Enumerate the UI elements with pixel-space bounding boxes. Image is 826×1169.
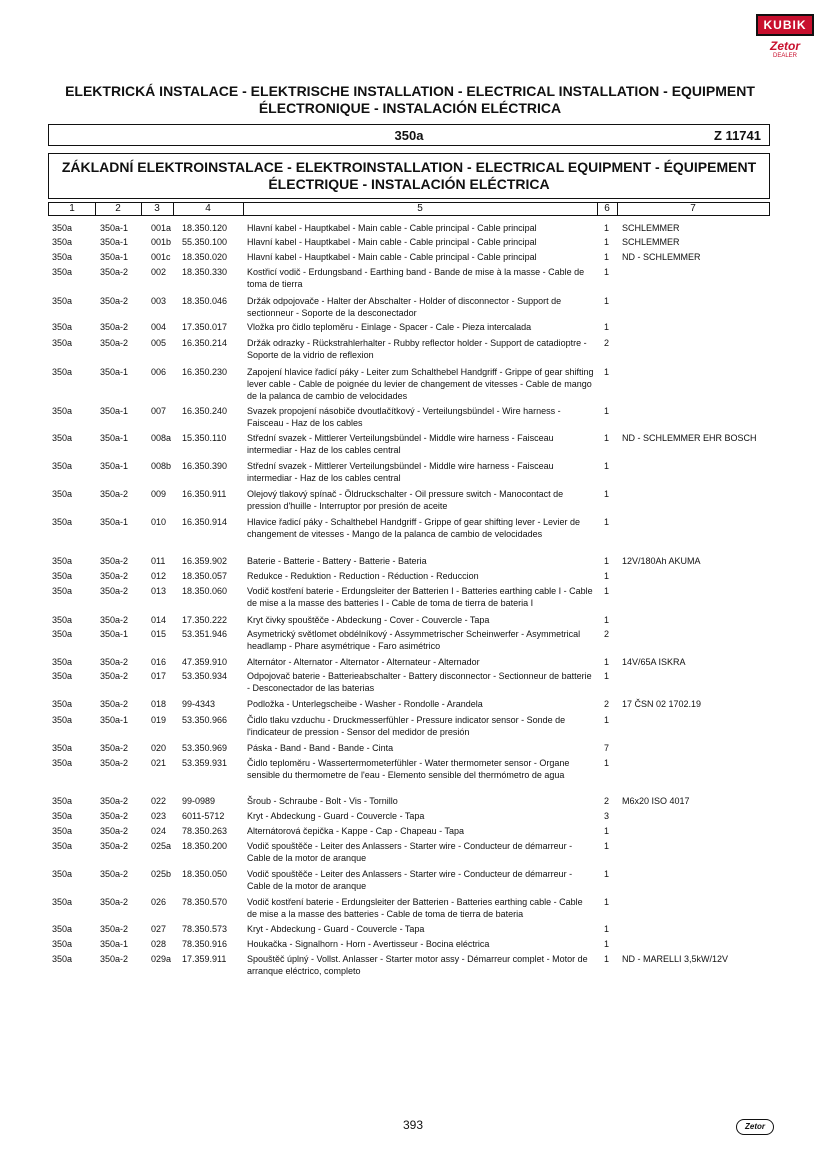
col-position: 008a bbox=[151, 433, 172, 443]
col-quantity: 1 bbox=[604, 489, 610, 499]
col-description: Držák odrazky - Rückstrahlerhalter - Rubby reflector holder - Support de catadioptre - Soporte de la vidrio de reflexion bbox=[247, 338, 587, 360]
col-model: 350a bbox=[52, 939, 73, 949]
col-quantity: 1 bbox=[604, 758, 610, 768]
col-part-number: 18.350.120 bbox=[182, 223, 228, 233]
col-part-number: 16.350.214 bbox=[182, 338, 228, 348]
col-model: 350a bbox=[52, 237, 73, 247]
col-part-number: 18.350.020 bbox=[182, 252, 228, 262]
col-description: Vložka pro čidlo teploměru - Einlage - Spacer - Cale - Pieza intercalada bbox=[247, 322, 532, 332]
col-group: 350a-2 bbox=[100, 338, 129, 348]
col-part-number: 78.350.570 bbox=[182, 897, 228, 907]
col-model: 350a bbox=[52, 629, 73, 639]
col-note: SCHLEMMER bbox=[622, 223, 680, 233]
col-model: 350a bbox=[52, 811, 73, 821]
col-part-number: 53.350.969 bbox=[182, 743, 228, 753]
col-position: 004 bbox=[151, 322, 167, 332]
col-part-number: 99-4343 bbox=[182, 699, 216, 709]
col-position: 029a bbox=[151, 954, 172, 964]
col-position: 011 bbox=[151, 556, 166, 566]
col-position: 007 bbox=[151, 406, 167, 416]
col-description: Kostřicí vodič - Erdungsband - Earthing band - Bande de mise à la masse - Cable de toma de tierra bbox=[247, 267, 585, 289]
col-position: 016 bbox=[151, 657, 167, 667]
col-position: 012 bbox=[151, 571, 167, 581]
col-model: 350a bbox=[52, 615, 73, 625]
col-group: 350a-2 bbox=[100, 897, 129, 907]
col-part-number: 53.350.934 bbox=[182, 671, 228, 681]
model-code: Z 11741 bbox=[714, 128, 761, 143]
col-description: Alternátor - Alternator - Alternator - Alternateur - Alternador bbox=[247, 657, 480, 667]
col-description: Spouštěč úplný - Vollst. Anlasser - Starter motor assy - Démarreur complet - Motor de arranque eléctrico, completo bbox=[247, 954, 588, 976]
col-quantity: 1 bbox=[604, 556, 610, 566]
col-position: 013 bbox=[151, 586, 167, 596]
col-description: Zapojení hlavice řadicí páky - Leiter zum Schalthebel Handgriff - Grippe of gear shifting lever cable - Cable de poignée du levier de changement de vitesses - Cable de mango de la palanca de cambio de velocidades bbox=[247, 367, 594, 401]
col-part-number: 6011-5712 bbox=[182, 811, 225, 821]
col-quantity: 1 bbox=[604, 586, 610, 596]
col-description: Podložka - Unterlegscheibe - Washer - Rondolle - Arandela bbox=[247, 699, 483, 709]
col-position: 008b bbox=[151, 461, 172, 471]
col-description: Kryt - Abdeckung - Guard - Couvercle - Tapa bbox=[247, 811, 425, 821]
col-quantity: 1 bbox=[604, 296, 610, 306]
col-description: Kryt - Abdeckung - Guard - Couvercle - Tapa bbox=[247, 924, 425, 934]
col-note: SCHLEMMER bbox=[622, 237, 680, 247]
page-title: ELEKTRICKÁ INSTALACE - ELEKTRISCHE INSTALLATION - ELECTRICAL INSTALLATION - EQUIPMENT ÉLECTRONIQUE - INSTALACIÓN ELÉCTRICA bbox=[65, 83, 755, 116]
col-quantity: 1 bbox=[604, 461, 610, 471]
col-description: Čidlo tlaku vzduchu - Druckmesserfühler - Pressure indicator sensor - Sonde de l'indicateur de pression - Sensor del medidor de presión bbox=[247, 715, 566, 737]
col-description: Držák odpojovače - Halter der Abschalter - Holder of disconnector - Support de sectionneur - Soporte de la desconectador bbox=[247, 296, 562, 318]
col-group: 350a-2 bbox=[100, 924, 129, 934]
col-description: Vodič kostření baterie - Erdungsleiter der Batterien - Batteries earthing cable - Cable de mise a la masse des batteries - Cable de toma de tierra de bateria bbox=[247, 897, 583, 919]
col-model: 350a bbox=[52, 758, 73, 768]
col-group: 350a-1 bbox=[100, 517, 129, 527]
col-model: 350a bbox=[52, 743, 73, 753]
col-position: 015 bbox=[151, 629, 167, 639]
col-model: 350a bbox=[52, 897, 73, 907]
col-position: 001c bbox=[151, 252, 171, 262]
col-part-number: 16.350.230 bbox=[182, 367, 228, 377]
col-description: Čidlo teploměru - Wassertermometerfühler - Water thermometer sensor - Organe sensible du thermometre de l'eau - Elemento sensible del thermómetro de agua bbox=[247, 758, 570, 780]
col-quantity: 3 bbox=[604, 811, 610, 821]
col-group: 350a-2 bbox=[100, 556, 129, 566]
col-group: 350a-2 bbox=[100, 758, 129, 768]
col-position: 026 bbox=[151, 897, 167, 907]
col-group: 350a-2 bbox=[100, 571, 129, 581]
col-model: 350a bbox=[52, 433, 73, 443]
kubik-zetor-logo bbox=[756, 14, 814, 64]
col-position: 003 bbox=[151, 296, 167, 306]
col-model: 350a bbox=[52, 924, 73, 934]
col-group: 350a-1 bbox=[100, 406, 129, 416]
col-model: 350a bbox=[52, 406, 73, 416]
col-part-number: 16.350.390 bbox=[182, 461, 228, 471]
col-model: 350a bbox=[52, 571, 73, 581]
col-model: 350a bbox=[52, 461, 73, 471]
col-quantity: 1 bbox=[604, 237, 610, 247]
col-part-number: 53.350.966 bbox=[182, 715, 228, 725]
col-model: 350a bbox=[52, 517, 73, 527]
col-note: 14V/65A ISKRA bbox=[622, 657, 686, 667]
col-position: 014 bbox=[151, 615, 167, 625]
col-note: ND - SCHLEMMER bbox=[622, 252, 701, 262]
col-description: Vodič kostření baterie - Erdungsleiter der Batterien I - Batteries earthing cable I - Cable de mise a la masse des batteries I - Cable de toma de tierra de bateria I bbox=[247, 586, 593, 608]
col-position: 024 bbox=[151, 826, 167, 836]
col-part-number: 99-0989 bbox=[182, 796, 216, 806]
column-header: 2 bbox=[115, 203, 121, 214]
col-quantity: 1 bbox=[604, 715, 610, 725]
col-part-number: 18.350.057 bbox=[182, 571, 228, 581]
col-group: 350a-2 bbox=[100, 489, 129, 499]
col-model: 350a bbox=[52, 556, 73, 566]
col-part-number: 16.350.914 bbox=[182, 517, 228, 527]
col-description: Páska - Band - Band - Bande - Cinta bbox=[247, 743, 394, 753]
col-description: Asymetrický světlomet obdélníkový - Assymmetrischer Scheinwerfer - Asymmetrical headlamp - Phare asymétrique - Faro asimétrico bbox=[247, 629, 581, 651]
col-quantity: 1 bbox=[604, 223, 610, 233]
col-part-number: 47.359.910 bbox=[182, 657, 228, 667]
col-model: 350a bbox=[52, 869, 73, 879]
col-note: 12V/180Ah AKUMA bbox=[622, 556, 701, 566]
col-part-number: 18.350.050 bbox=[182, 869, 228, 879]
col-description: Olejový tlakový spínač - Öldruckschalter - Oil pressure switch - Manocontact de pression d'huille - Interruptor por presión de aceite bbox=[247, 489, 564, 511]
col-note: 17 ČSN 02 1702.19 bbox=[622, 699, 702, 709]
col-model: 350a bbox=[52, 699, 73, 709]
col-position: 002 bbox=[151, 267, 167, 277]
col-group: 350a-1 bbox=[100, 367, 129, 377]
col-quantity: 1 bbox=[604, 671, 610, 681]
col-position: 010 bbox=[151, 517, 167, 527]
column-header: 3 bbox=[154, 203, 160, 214]
col-description: Hlavní kabel - Hauptkabel - Main cable - Cable principal - Cable principal bbox=[247, 237, 537, 247]
col-group: 350a-1 bbox=[100, 223, 129, 233]
col-quantity: 1 bbox=[604, 841, 610, 851]
col-group: 350a-2 bbox=[100, 826, 129, 836]
col-part-number: 78.350.573 bbox=[182, 924, 228, 934]
dealer-label: DEALER bbox=[772, 53, 797, 59]
col-model: 350a bbox=[52, 657, 73, 667]
col-part-number: 17.350.222 bbox=[182, 615, 228, 625]
col-description: Odpojovač baterie - Batterieabschalter - Battery disconnector - Sectionneur de batterie - Desconectador de las baterias bbox=[247, 671, 592, 693]
col-quantity: 7 bbox=[604, 743, 610, 753]
col-note: M6x20 ISO 4017 bbox=[622, 796, 690, 806]
col-position: 021 bbox=[151, 758, 167, 768]
col-part-number: 16.350.911 bbox=[182, 489, 227, 499]
col-model: 350a bbox=[52, 252, 73, 262]
col-quantity: 1 bbox=[604, 517, 610, 527]
col-description: Baterie - Batterie - Battery - Batterie - Bateria bbox=[247, 556, 427, 566]
col-part-number: 18.350.046 bbox=[182, 296, 228, 306]
col-group: 350a-1 bbox=[100, 252, 129, 262]
col-part-number: 18.350.060 bbox=[182, 586, 228, 596]
col-description: Hlavice řadicí páky - Schalthebel Handgriff - Grippe of gear shifting lever - Levier de changement de vitesses - Mango de la palanca de cambio de velocidades bbox=[247, 517, 580, 539]
col-position: 025a bbox=[151, 841, 172, 851]
col-group: 350a-2 bbox=[100, 657, 129, 667]
col-group: 350a-2 bbox=[100, 796, 129, 806]
col-part-number: 16.359.902 bbox=[182, 556, 228, 566]
col-group: 350a-2 bbox=[100, 267, 129, 277]
column-header: 5 bbox=[417, 203, 423, 214]
col-model: 350a bbox=[52, 322, 73, 332]
col-description: Hlavní kabel - Hauptkabel - Main cable - Cable principal - Cable principal bbox=[247, 252, 537, 262]
col-model: 350a bbox=[52, 296, 73, 306]
col-quantity: 1 bbox=[604, 367, 610, 377]
col-group: 350a-1 bbox=[100, 237, 129, 247]
col-part-number: 78.350.916 bbox=[182, 939, 228, 949]
col-description: Šroub - Schraube - Bolt - Vis - Tornillo bbox=[247, 796, 398, 806]
col-position: 028 bbox=[151, 939, 167, 949]
col-note: ND - MARELLI 3,5kW/12V bbox=[622, 954, 729, 964]
col-group: 350a-2 bbox=[100, 869, 129, 879]
col-position: 025b bbox=[151, 869, 172, 879]
col-description: Redukce - Reduktion - Reduction - Réduction - Reduccion bbox=[247, 571, 479, 581]
col-position: 017 bbox=[151, 671, 167, 681]
column-header: 1 bbox=[69, 203, 75, 214]
col-group: 350a-2 bbox=[100, 671, 129, 681]
col-model: 350a bbox=[52, 489, 73, 499]
col-description: Střední svazek - Mittlerer Verteilungsbündel - Middle wire harness - Faisceau intermediar - Haz de los cables central bbox=[247, 433, 554, 455]
col-position: 019 bbox=[151, 715, 167, 725]
col-group: 350a-2 bbox=[100, 615, 129, 625]
col-position: 020 bbox=[151, 743, 167, 753]
col-quantity: 1 bbox=[604, 615, 610, 625]
col-quantity: 1 bbox=[604, 657, 610, 667]
model-name: 350a bbox=[394, 128, 424, 143]
col-quantity: 1 bbox=[604, 406, 610, 416]
col-model: 350a bbox=[52, 715, 73, 725]
model-box bbox=[48, 124, 770, 146]
col-model: 350a bbox=[52, 954, 73, 964]
col-position: 006 bbox=[151, 367, 167, 377]
col-group: 350a-2 bbox=[100, 586, 129, 596]
col-position: 001b bbox=[151, 237, 172, 247]
col-group: 350a-2 bbox=[100, 811, 129, 821]
col-model: 350a bbox=[52, 586, 73, 596]
col-note: ND - SCHLEMMER EHR BOSCH bbox=[622, 433, 757, 443]
col-quantity: 1 bbox=[604, 939, 610, 949]
col-description: Vodič spouštěče - Leiter des Anlassers - Starter wire - Conducteur de démarreur - Cable de la motor de aranque bbox=[247, 869, 573, 891]
col-part-number: 15.350.110 bbox=[182, 433, 227, 443]
col-position: 005 bbox=[151, 338, 167, 348]
kubik-brand: KUBIK bbox=[756, 14, 814, 36]
col-quantity: 2 bbox=[604, 796, 610, 806]
col-quantity: 1 bbox=[604, 954, 610, 964]
col-quantity: 1 bbox=[604, 869, 610, 879]
col-quantity: 2 bbox=[604, 699, 610, 709]
col-description: Svazek propojení násobiče dvoutlačítkový - Verteilungsbündel - Wire harness - Faisceau - Haz de los cables bbox=[247, 406, 561, 428]
footer-zetor-logo: Zetor bbox=[736, 1119, 774, 1135]
col-group: 350a-1 bbox=[100, 629, 129, 639]
col-part-number: 16.350.240 bbox=[182, 406, 228, 416]
col-position: 027 bbox=[151, 924, 167, 934]
col-quantity: 1 bbox=[604, 897, 610, 907]
col-part-number: 17.350.017 bbox=[182, 322, 228, 332]
col-group: 350a-2 bbox=[100, 743, 129, 753]
col-quantity: 2 bbox=[604, 629, 610, 639]
col-group: 350a-1 bbox=[100, 461, 129, 471]
col-group: 350a-1 bbox=[100, 939, 129, 949]
col-model: 350a bbox=[52, 338, 73, 348]
col-model: 350a bbox=[52, 841, 73, 851]
col-group: 350a-1 bbox=[100, 433, 129, 443]
col-group: 350a-2 bbox=[100, 954, 129, 964]
col-model: 350a bbox=[52, 796, 73, 806]
col-description: Střední svazek - Mittlerer Verteilungsbündel - Middle wire harness - Faisceau intermediar - Haz de los cables central bbox=[247, 461, 554, 483]
col-position: 018 bbox=[151, 699, 167, 709]
col-group: 350a-2 bbox=[100, 296, 129, 306]
col-group: 350a-2 bbox=[100, 841, 129, 851]
column-header: 7 bbox=[690, 203, 696, 214]
col-position: 022 bbox=[151, 796, 167, 806]
col-quantity: 2 bbox=[604, 338, 610, 348]
col-description: Houkačka - Signalhorn - Horn - Avertisseur - Bocina eléctrica bbox=[247, 939, 490, 949]
table-header bbox=[48, 202, 770, 216]
col-part-number: 55.350.100 bbox=[182, 237, 228, 247]
col-position: 009 bbox=[151, 489, 167, 499]
col-group: 350a-1 bbox=[100, 715, 129, 725]
col-quantity: 1 bbox=[604, 924, 610, 934]
col-description: Vodič spouštěče - Leiter des Anlassers - Starter wire - Conducteur de démarreur - Cable de la motor de aranque bbox=[247, 841, 573, 863]
column-header: 4 bbox=[205, 203, 211, 214]
col-quantity: 1 bbox=[604, 571, 610, 581]
col-position: 001a bbox=[151, 223, 172, 233]
col-description: Kryt čivky spouštěče - Abdeckung - Cover - Couvercle - Tapa bbox=[247, 615, 490, 625]
zetor-brand: Zetor bbox=[770, 39, 800, 53]
col-model: 350a bbox=[52, 223, 73, 233]
col-group: 350a-2 bbox=[100, 322, 129, 332]
col-quantity: 1 bbox=[604, 267, 610, 277]
col-part-number: 18.350.200 bbox=[182, 841, 228, 851]
page-number: 393 bbox=[402, 1118, 424, 1132]
col-part-number: 53.351.946 bbox=[182, 629, 228, 639]
col-quantity: 1 bbox=[604, 826, 610, 836]
col-part-number: 78.350.263 bbox=[182, 826, 228, 836]
col-part-number: 18.350.330 bbox=[182, 267, 228, 277]
col-part-number: 53.359.931 bbox=[182, 758, 228, 768]
col-part-number: 17.359.911 bbox=[182, 954, 227, 964]
col-quantity: 1 bbox=[604, 433, 610, 443]
col-model: 350a bbox=[52, 671, 73, 681]
col-quantity: 1 bbox=[604, 322, 610, 332]
col-quantity: 1 bbox=[604, 252, 610, 262]
col-description: Alternátorová čepička - Kappe - Cap - Chapeau - Tapa bbox=[247, 826, 464, 836]
col-model: 350a bbox=[52, 826, 73, 836]
column-header: 6 bbox=[604, 203, 610, 214]
col-model: 350a bbox=[52, 267, 73, 277]
col-model: 350a bbox=[52, 367, 73, 377]
col-description: Hlavní kabel - Hauptkabel - Main cable - Cable principal - Cable principal bbox=[247, 223, 537, 233]
section-title: ZÁKLADNÍ ELEKTROINSTALACE - ELEKTROINSTALLATION - ELECTRICAL EQUIPMENT - ÉQUIPEMENT ÉLECTRIQUE - INSTALACIÓN ELÉCTRICA bbox=[48, 153, 770, 199]
col-position: 023 bbox=[151, 811, 167, 821]
col-group: 350a-2 bbox=[100, 699, 129, 709]
